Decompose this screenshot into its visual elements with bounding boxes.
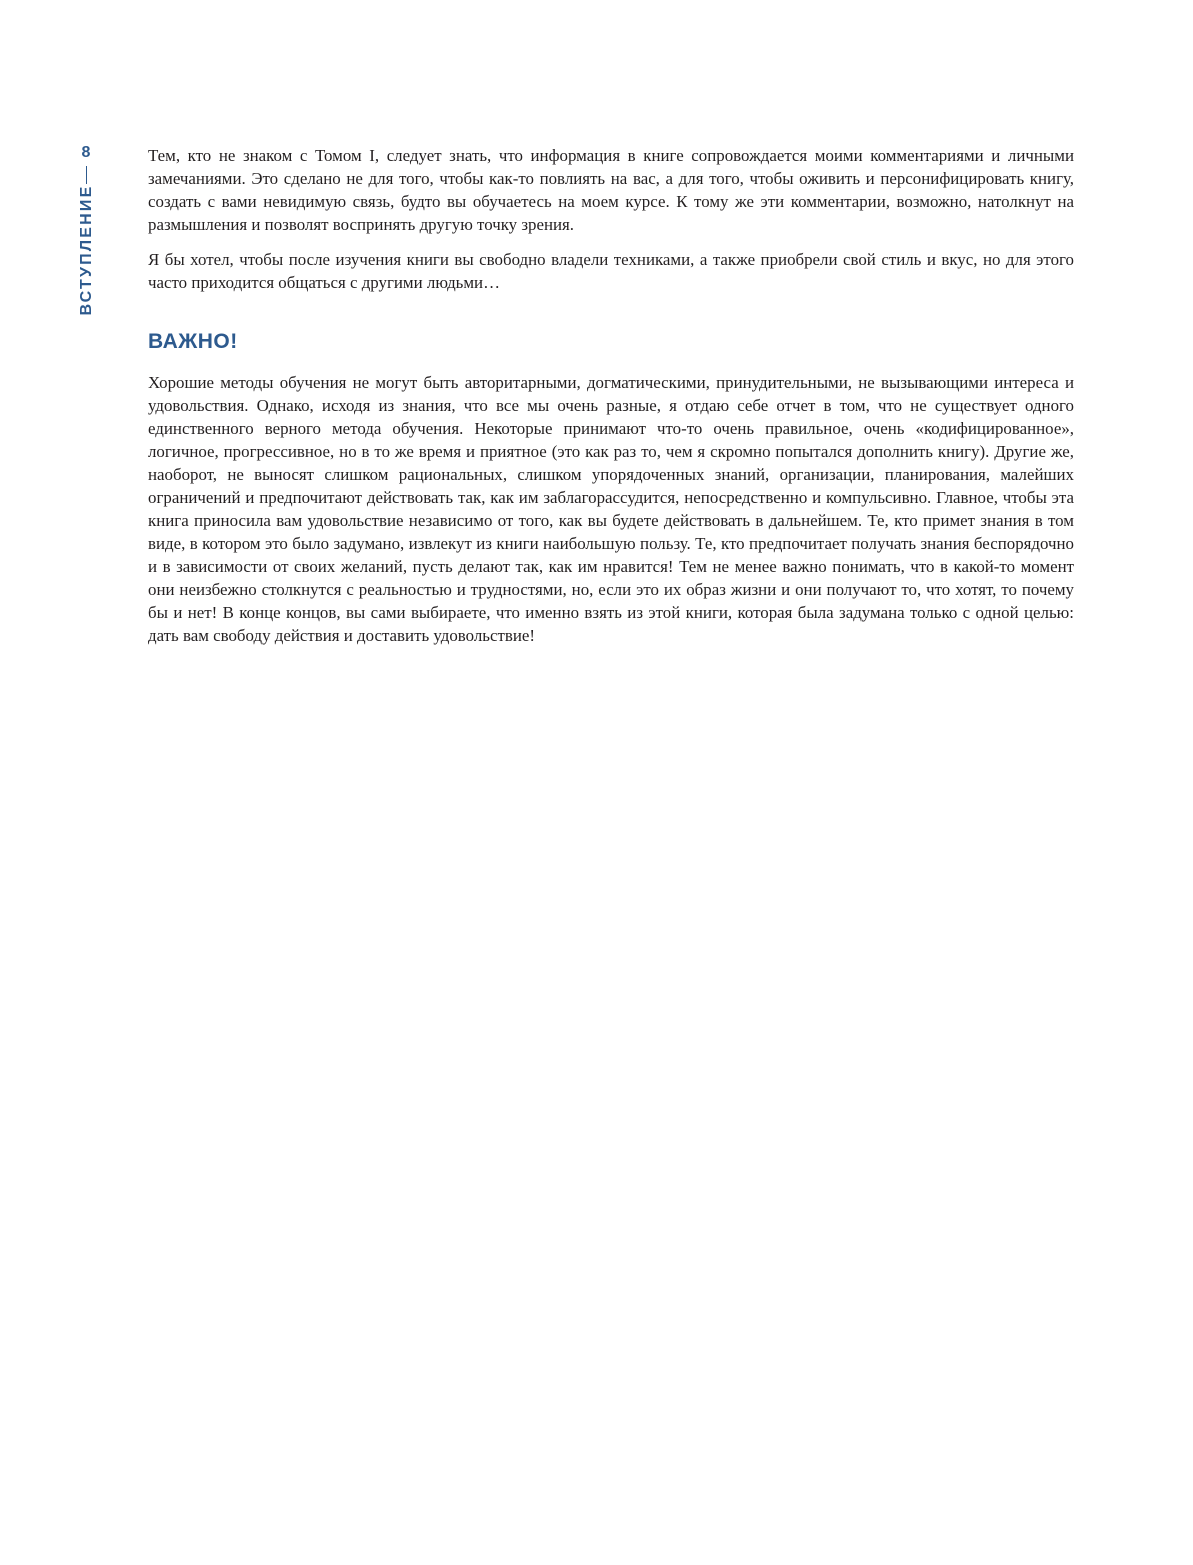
section-label: ВСТУПЛЕНИЕ [78, 184, 95, 316]
important-heading: ВАЖНО! [148, 330, 238, 353]
body-text [148, 144, 1074, 647]
paragraph-important: Хорошие методы обучения не могут быть авторитарными, догматическими, принудительными, не вызывающими интереса и удовольствия. Однако, исходя из знания, что все мы очень разные, я отдаю себе отчет в том, что не существует одного единственного верного метода обучения. Некоторые принимают что-то очень правильное, очень «кодифицированное», логичное, прогрессивное, но в то же время и приятное (это как раз то, чем я скромно попытался дополнить книгу). Другие же, наоборот, не выносят слишком рациональных, слишком упорядоченных знаний, организации, планирования, малейших ограничений и предпочитают действовать так, как им заблагорассудится, непосредственно и компульсивно. Главное, чтобы эта книга приносила вам удовольствие независимо от того, как вы будете действовать в дальнейшем. Те, кто примет знания в том виде, в котором это было задумано, извлекут из книги наибольшую пользу. Те, кто предпочитает получать знания беспорядочно и в зависимости от своих желаний, пусть делают так, как им нравится! Тем не менее важно понимать, что в какой-то момент они неизбежно столкнутся с реальностью и трудностями, но, если это их образ жизни и они получают то, что хотят, то почему бы и нет! В конце концов, вы сами выбираете, что именно взять из этой книги, которая была задумана только с одной целью: дать вам свободу действия и доставить удовольствие! [148, 373, 1074, 645]
page-number: 8 [81, 144, 91, 161]
margin-divider [86, 166, 87, 184]
paragraph-wish: Я бы хотел, чтобы после изучения книги вы свободно владели техниками, а также приобрели свой стиль и вкус, но для этого часто приходится общаться с другими людьми… [148, 250, 1074, 292]
paragraph-intro: Тем, кто не знаком с Томом I, следует знать, что информация в книге сопровождается моими комментариями и личными замечаниями. Это сделано не для того, чтобы как-то повлиять на вас, а для того, чтобы оживить и персонифицировать книгу, создать с вами невидимую связь, будто вы обучаетесь на моем курсе. К тому же эти комментарии, возможно, натолкнут на размышления и позволят воспринять другую точку зрения. [148, 146, 1074, 234]
